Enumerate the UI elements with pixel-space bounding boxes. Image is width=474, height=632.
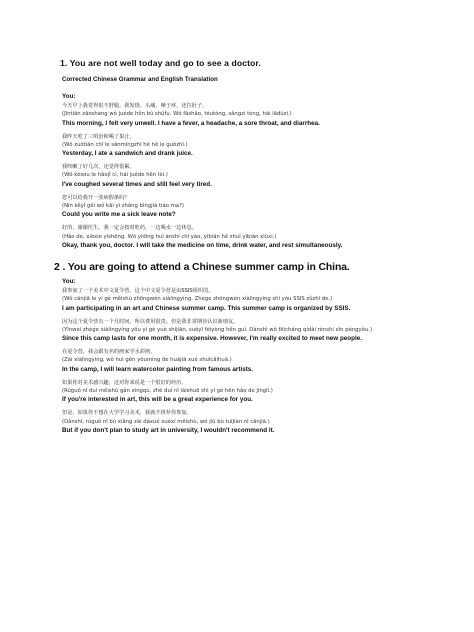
dialogue-block	[62, 348, 434, 374]
pinyin-line: (Wǒ cānjiā le yí gè měishù zhōngwén xiàlìngyíng. Zhège zhōngwén xiàlìngyíng shì yóu SSIS zǔzhī de.)	[62, 296, 333, 303]
pinyin-line: (Yīnwèi zhège xiàlìngyíng yǒu yí gè yuè shíjiān, suǒyǐ fèiyòng hěn guì. Dànshì wǒ fēicháng qídài rènshi xīn péngyǒu.)	[62, 326, 373, 333]
dialogue-block	[62, 102, 434, 128]
pinyin-line: (Wǒ késou le hǎojǐ cì, hái juéde hěn lèi.)	[62, 172, 168, 179]
pinyin-line: (Zài xiàlìngyíng, wǒ huì gēn yǒumíng de huàjiā xué shuǐcǎihuà.)	[62, 357, 232, 364]
english-line: Could you write me a sick leave note?	[62, 211, 176, 219]
chinese-line: 我昨天吃了三明治和喝了果汁。	[62, 133, 135, 140]
dialogue-block	[62, 194, 434, 220]
chinese-line: 因为这个夏令营有一个月时间，所以费用很贵。但是我非常期待认识新朋友。	[62, 318, 239, 325]
section-1-you-label: You:	[62, 93, 76, 100]
dialogue-block	[62, 287, 434, 313]
dialogue-block	[62, 318, 434, 344]
chinese-line: 如果你对美术感兴趣，这对你来说是一个很好的经历。	[62, 379, 187, 386]
section-1-heading: 1. You are not well today and go to see a doctor.	[60, 58, 261, 68]
english-line: In the camp, I will learn watercolor painting from famous artists.	[62, 365, 254, 373]
english-line: Since this camp lasts for one month, it is expensive. However, I'm really excited to meet new people.	[62, 335, 362, 343]
section-2-heading: 2 . You are going to attend a Chinese summer camp in China.	[54, 262, 350, 274]
pinyin-line: (Nín kěyǐ gěi wǒ kāi yì zhāng bìngjià tiáo ma?)	[62, 203, 184, 210]
pinyin-line: (Wǒ zuótiān chī le sānmíngzhì hé hē le guǒzhī.)	[62, 141, 188, 148]
chinese-line: 您可以给我开一张病假条吗？	[62, 194, 130, 201]
dialogue-block	[62, 409, 434, 435]
dialogue-block	[62, 163, 434, 189]
dialogue-block	[62, 133, 434, 159]
pinyin-line: (Rúguǒ nǐ duì měishù gǎn xìngqù, zhè duì nǐ láishuō shì yí gè hěn hǎo de jīnglì.)	[62, 388, 273, 395]
pinyin-line: (Jīntiān zǎoshang wǒ juéde hěn bù shūfu. Wǒ fāshāo, tóutòng, sǎngzi téng, hái lādùzi.)	[62, 111, 292, 118]
dialogue-block	[62, 379, 434, 405]
pinyin-line: (Dànshì, rúguǒ nǐ bù xiǎng zài dàxué xuéxí měishù, wǒ jiù bù tuījiàn nǐ cānjiā.)	[62, 418, 270, 425]
chinese-line: 在夏令营，我会跟有名的画家学水彩画。	[62, 349, 156, 356]
chinese-line: 今天早上我觉得很不舒服。我发烧、头痛、嗓子疼，还拉肚子。	[62, 103, 208, 109]
english-line: I am participating in an art and Chinese summer camp. This summer camp is organized by SSIS.	[62, 304, 351, 312]
chinese-line: 但是，如果你不想在大学学习美术，我就不推荐你参加。	[62, 410, 192, 417]
english-line: This morning, I felt very unwell. I have a fever, a headache, a sore throat, and diarrhea.	[62, 119, 320, 127]
english-line: I've coughed several times and still feel very tired.	[62, 180, 212, 188]
chinese-line: 我咳嗽了好几次，还觉得很累。	[62, 164, 135, 171]
pinyin-line: (Hǎo de, xièxie yīshēng. Wǒ yídìng huì ànshí chī yào, yìbiān hē shuǐ yìbiān xiūxi.)	[62, 233, 277, 240]
chinese-line: 我参加了一个美术中文夏令营。这个中文夏令营是由SSIS组织的。	[62, 288, 214, 295]
english-line: If you're interested in art, this will be a great experience for you.	[62, 396, 253, 404]
english-line: But if you don't plan to study art in university, I wouldn't recommend it.	[62, 427, 275, 435]
section-1-subtitle: Corrected Chinese Grammar and English Translation	[62, 76, 218, 83]
english-line: Okay, thank you, doctor. I will take the medicine on time, drink water, and rest simultaneously.	[62, 242, 343, 250]
dialogue-block	[62, 224, 434, 250]
section-2-you-label: You:	[62, 278, 76, 286]
english-line: Yesterday, I ate a sandwich and drank juice.	[62, 150, 193, 158]
chinese-line: 好的，谢谢医生。我一定会按时吃药，一边喝水一边休息。	[62, 225, 197, 232]
